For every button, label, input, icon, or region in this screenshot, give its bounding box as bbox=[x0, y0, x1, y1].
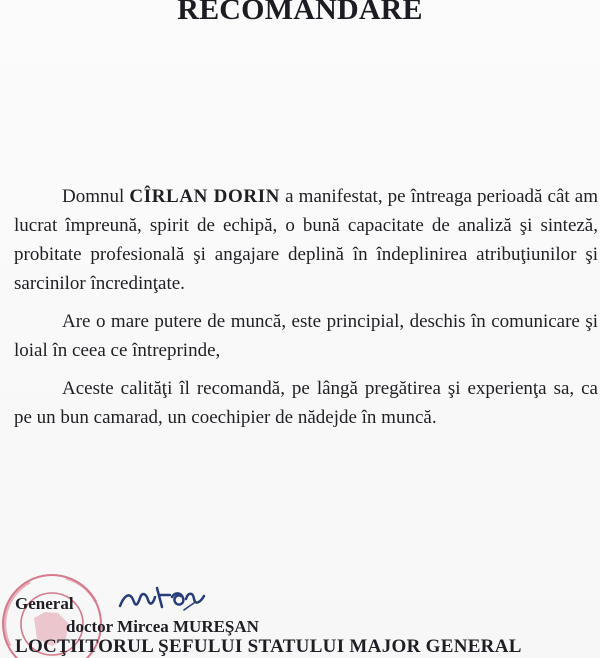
paragraph-1-rest: a manifestat, pe întreaga perioadă cât am lucrat împreună, spirit de echipă, o bună capacitate de analiză şi sinteză, probitate profesională şi angajare deplină în îndeplinirea atribuţiunilor şi sarcinilor încredinţate. bbox=[14, 186, 599, 294]
paragraph-3: Aceste calităţi îl recomandă, pe lângă pregătirea şi experienţa sa, ca pe un bun camarad, un coechipier de nădejde în muncă. bbox=[14, 378, 598, 428]
signature-block bbox=[0, 560, 600, 658]
signature-rank: General bbox=[15, 594, 74, 613]
paragraph-1-lead: Domnul bbox=[62, 186, 125, 207]
signature-name: doctor Mircea MUREŞAN bbox=[66, 617, 259, 636]
paragraph-1 bbox=[14, 182, 598, 298]
recommended-person-name: CÎRLAN DORIN bbox=[129, 186, 281, 207]
document-body bbox=[14, 182, 598, 441]
paragraph-2: Are o mare putere de muncă, este principial, deschis în comunicare şi loial în ceea ce întreprinde, bbox=[14, 311, 598, 361]
document-title: RECOMANDARE bbox=[177, 0, 423, 26]
signature-position: LOCŢIITORUL ŞEFULUI STATULUI MAJOR GENERAL bbox=[15, 636, 522, 657]
handwritten-signature bbox=[114, 576, 209, 618]
